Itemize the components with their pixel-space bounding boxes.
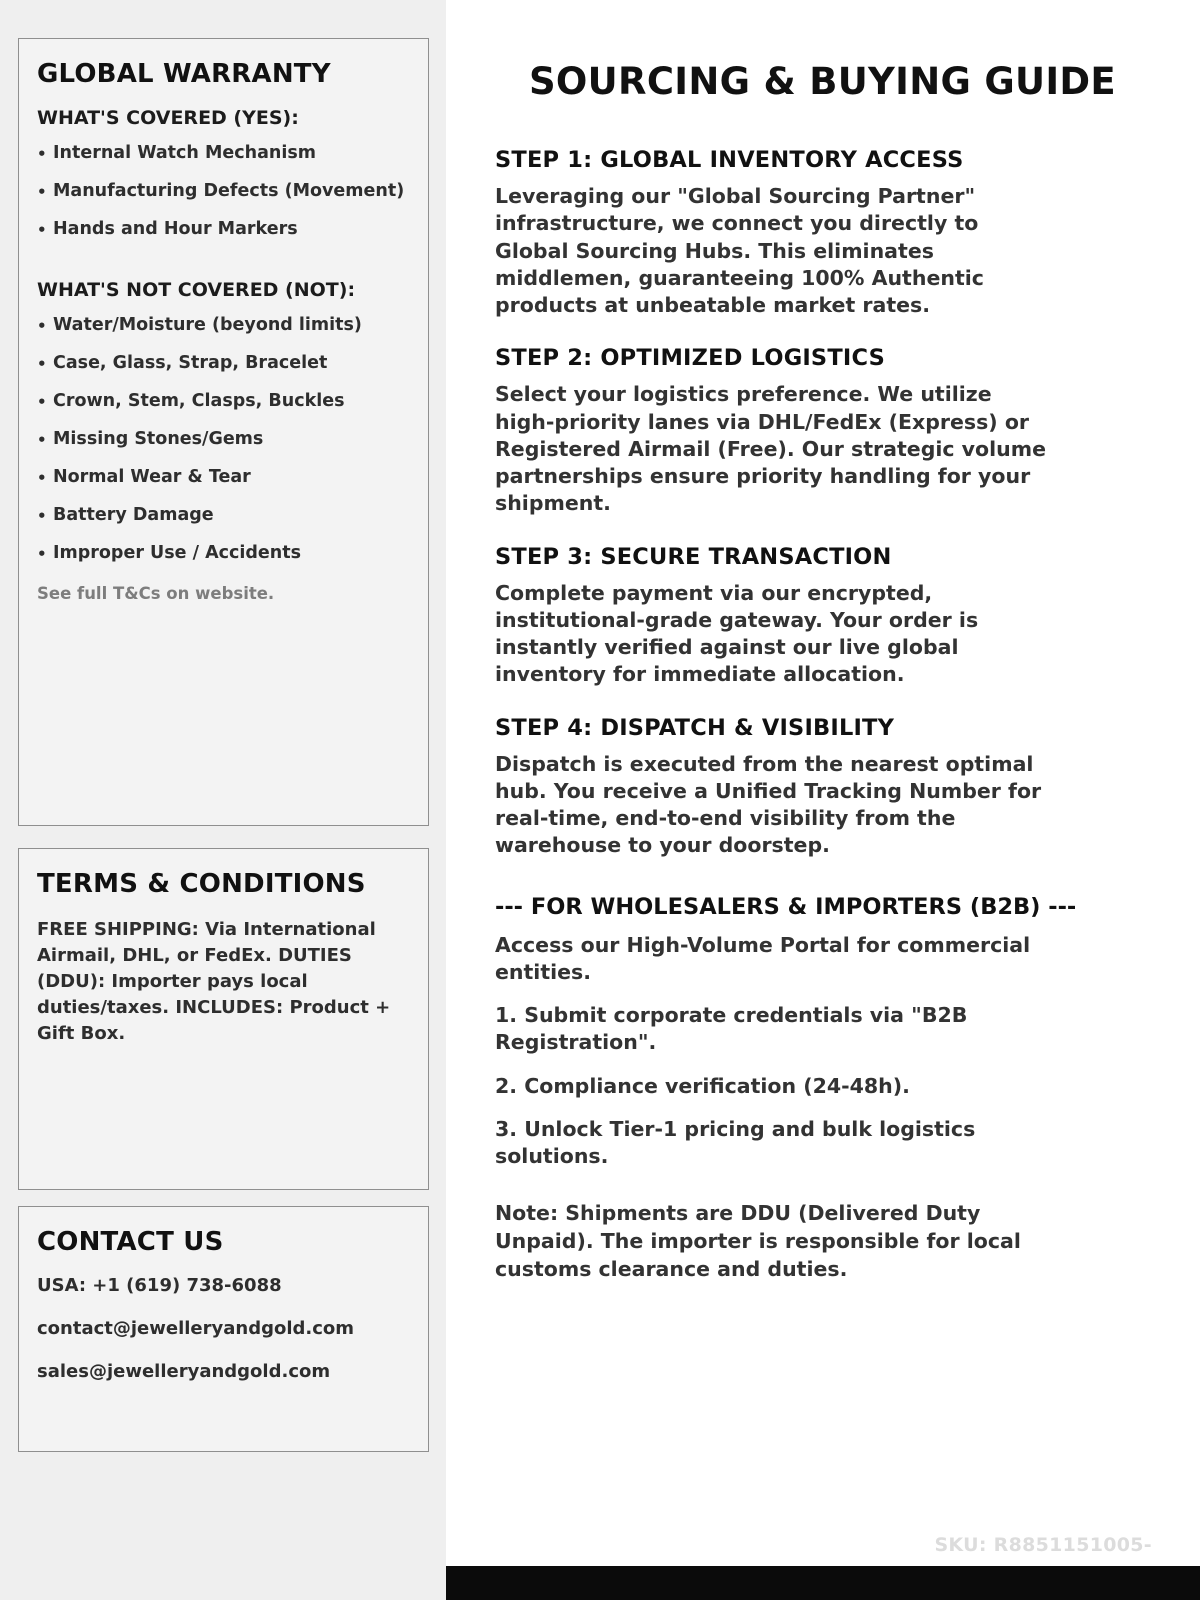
not-covered-item: • Improper Use / Accidents — [37, 543, 410, 564]
contact-email-primary: contact@jewelleryandgold.com — [37, 1318, 355, 1339]
info-sidebar — [0, 0, 446, 1600]
covered-heading: WHAT'S COVERED (YES): — [37, 107, 299, 129]
not-covered-item: • Crown, Stem, Clasps, Buckles — [37, 391, 410, 412]
terms-title: TERMS & CONDITIONS — [37, 869, 366, 899]
not-covered-item: • Battery Damage — [37, 505, 410, 526]
global-warranty-box — [18, 38, 429, 826]
contact-us-box — [18, 1206, 429, 1452]
not-covered-heading: WHAT'S NOT COVERED (NOT): — [37, 279, 356, 301]
b2b-section — [495, 894, 1150, 1284]
b2b-item-3: 3. Unlock Tier-1 pricing and bulk logistics solutions. — [495, 1116, 976, 1168]
b2b-note: Note: Shipments are DDU (Delivered Duty Unpaid). The importer is responsible for local customs clearance and duties. — [495, 1201, 1021, 1281]
warranty-footnote: See full T&Cs on website. — [37, 584, 275, 603]
covered-list — [37, 143, 410, 240]
step-2-heading: STEP 2: OPTIMIZED LOGISTICS — [495, 345, 885, 372]
step-3-section — [495, 544, 1150, 689]
step-2-section — [495, 345, 1150, 517]
not-covered-item: • Normal Wear & Tear — [37, 467, 410, 488]
step-1-body: Leveraging our "Global Sourcing Partner" infrastructure, we connect you directly to Global Sourcing Hubs. This eliminates middlemen, guaranteeing 100% Authentic products at unbeatable market rates. — [495, 184, 984, 317]
step-3-heading: STEP 3: SECURE TRANSACTION — [495, 543, 892, 570]
covered-item: • Internal Watch Mechanism — [37, 143, 410, 164]
step-4-heading: STEP 4: DISPATCH & VISIBILITY — [495, 714, 895, 741]
step-4-section — [495, 715, 1150, 860]
page-title: SOURCING & BUYING GUIDE — [528, 60, 1116, 103]
not-covered-item: • Water/Moisture (beyond limits) — [37, 315, 410, 336]
terms-body: FREE SHIPPING: Via International Airmail, DHL, or FedEx. DUTIES (DDU): Importer pays local duties/taxes. INCLUDES: Product + Gift Box. — [37, 919, 391, 1045]
b2b-item-1: 1. Submit corporate credentials via "B2B Registration". — [495, 1003, 968, 1055]
b2b-intro: Access our High-Volume Portal for commercial entities. — [495, 932, 1031, 984]
covered-item: • Manufacturing Defects (Movement) — [37, 181, 410, 202]
step-2-body: Select your logistics preference. We utilize high-priority lanes via DHL/FedEx (Express) or Registered Airmail (Free). Our strategic volume partnerships ensure priority handling for your shipment. — [495, 382, 1047, 516]
not-covered-item: • Missing Stones/Gems — [37, 429, 410, 450]
sourcing-guide-main — [446, 0, 1200, 1600]
sku-label: SKU: R8851151005- — [934, 1534, 1152, 1556]
spacer — [37, 257, 410, 279]
covered-item: • Hands and Hour Markers — [37, 219, 410, 240]
not-covered-item: • Case, Glass, Strap, Bracelet — [37, 353, 410, 374]
step-1-heading: STEP 1: GLOBAL INVENTORY ACCESS — [495, 147, 964, 173]
contact-phone: USA: +1 (619) 738-6088 — [37, 1275, 282, 1296]
step-1-section — [495, 147, 1150, 319]
step-3-body: Complete payment via our encrypted, institutional-grade gateway. Your order is instantly verified against our live global inventory for immediate allocation. — [495, 580, 979, 687]
terms-conditions-box — [18, 848, 429, 1190]
contact-email-sales: sales@jewelleryandgold.com — [37, 1361, 331, 1382]
not-covered-list — [37, 315, 410, 564]
step-4-body: Dispatch is executed from the nearest optimal hub. You receive a Unified Tracking Number for real-time, end-to-end visibility from the warehouse to your doorstep. — [495, 751, 1042, 858]
warranty-title: GLOBAL WARRANTY — [37, 59, 331, 89]
b2b-item-2: 2. Compliance verification (24-48h). — [495, 1073, 910, 1098]
contact-title: CONTACT US — [37, 1227, 224, 1257]
bottom-bar — [446, 1566, 1200, 1600]
b2b-heading: --- FOR WHOLESALERS & IMPORTERS (B2B) --- — [495, 893, 1077, 920]
